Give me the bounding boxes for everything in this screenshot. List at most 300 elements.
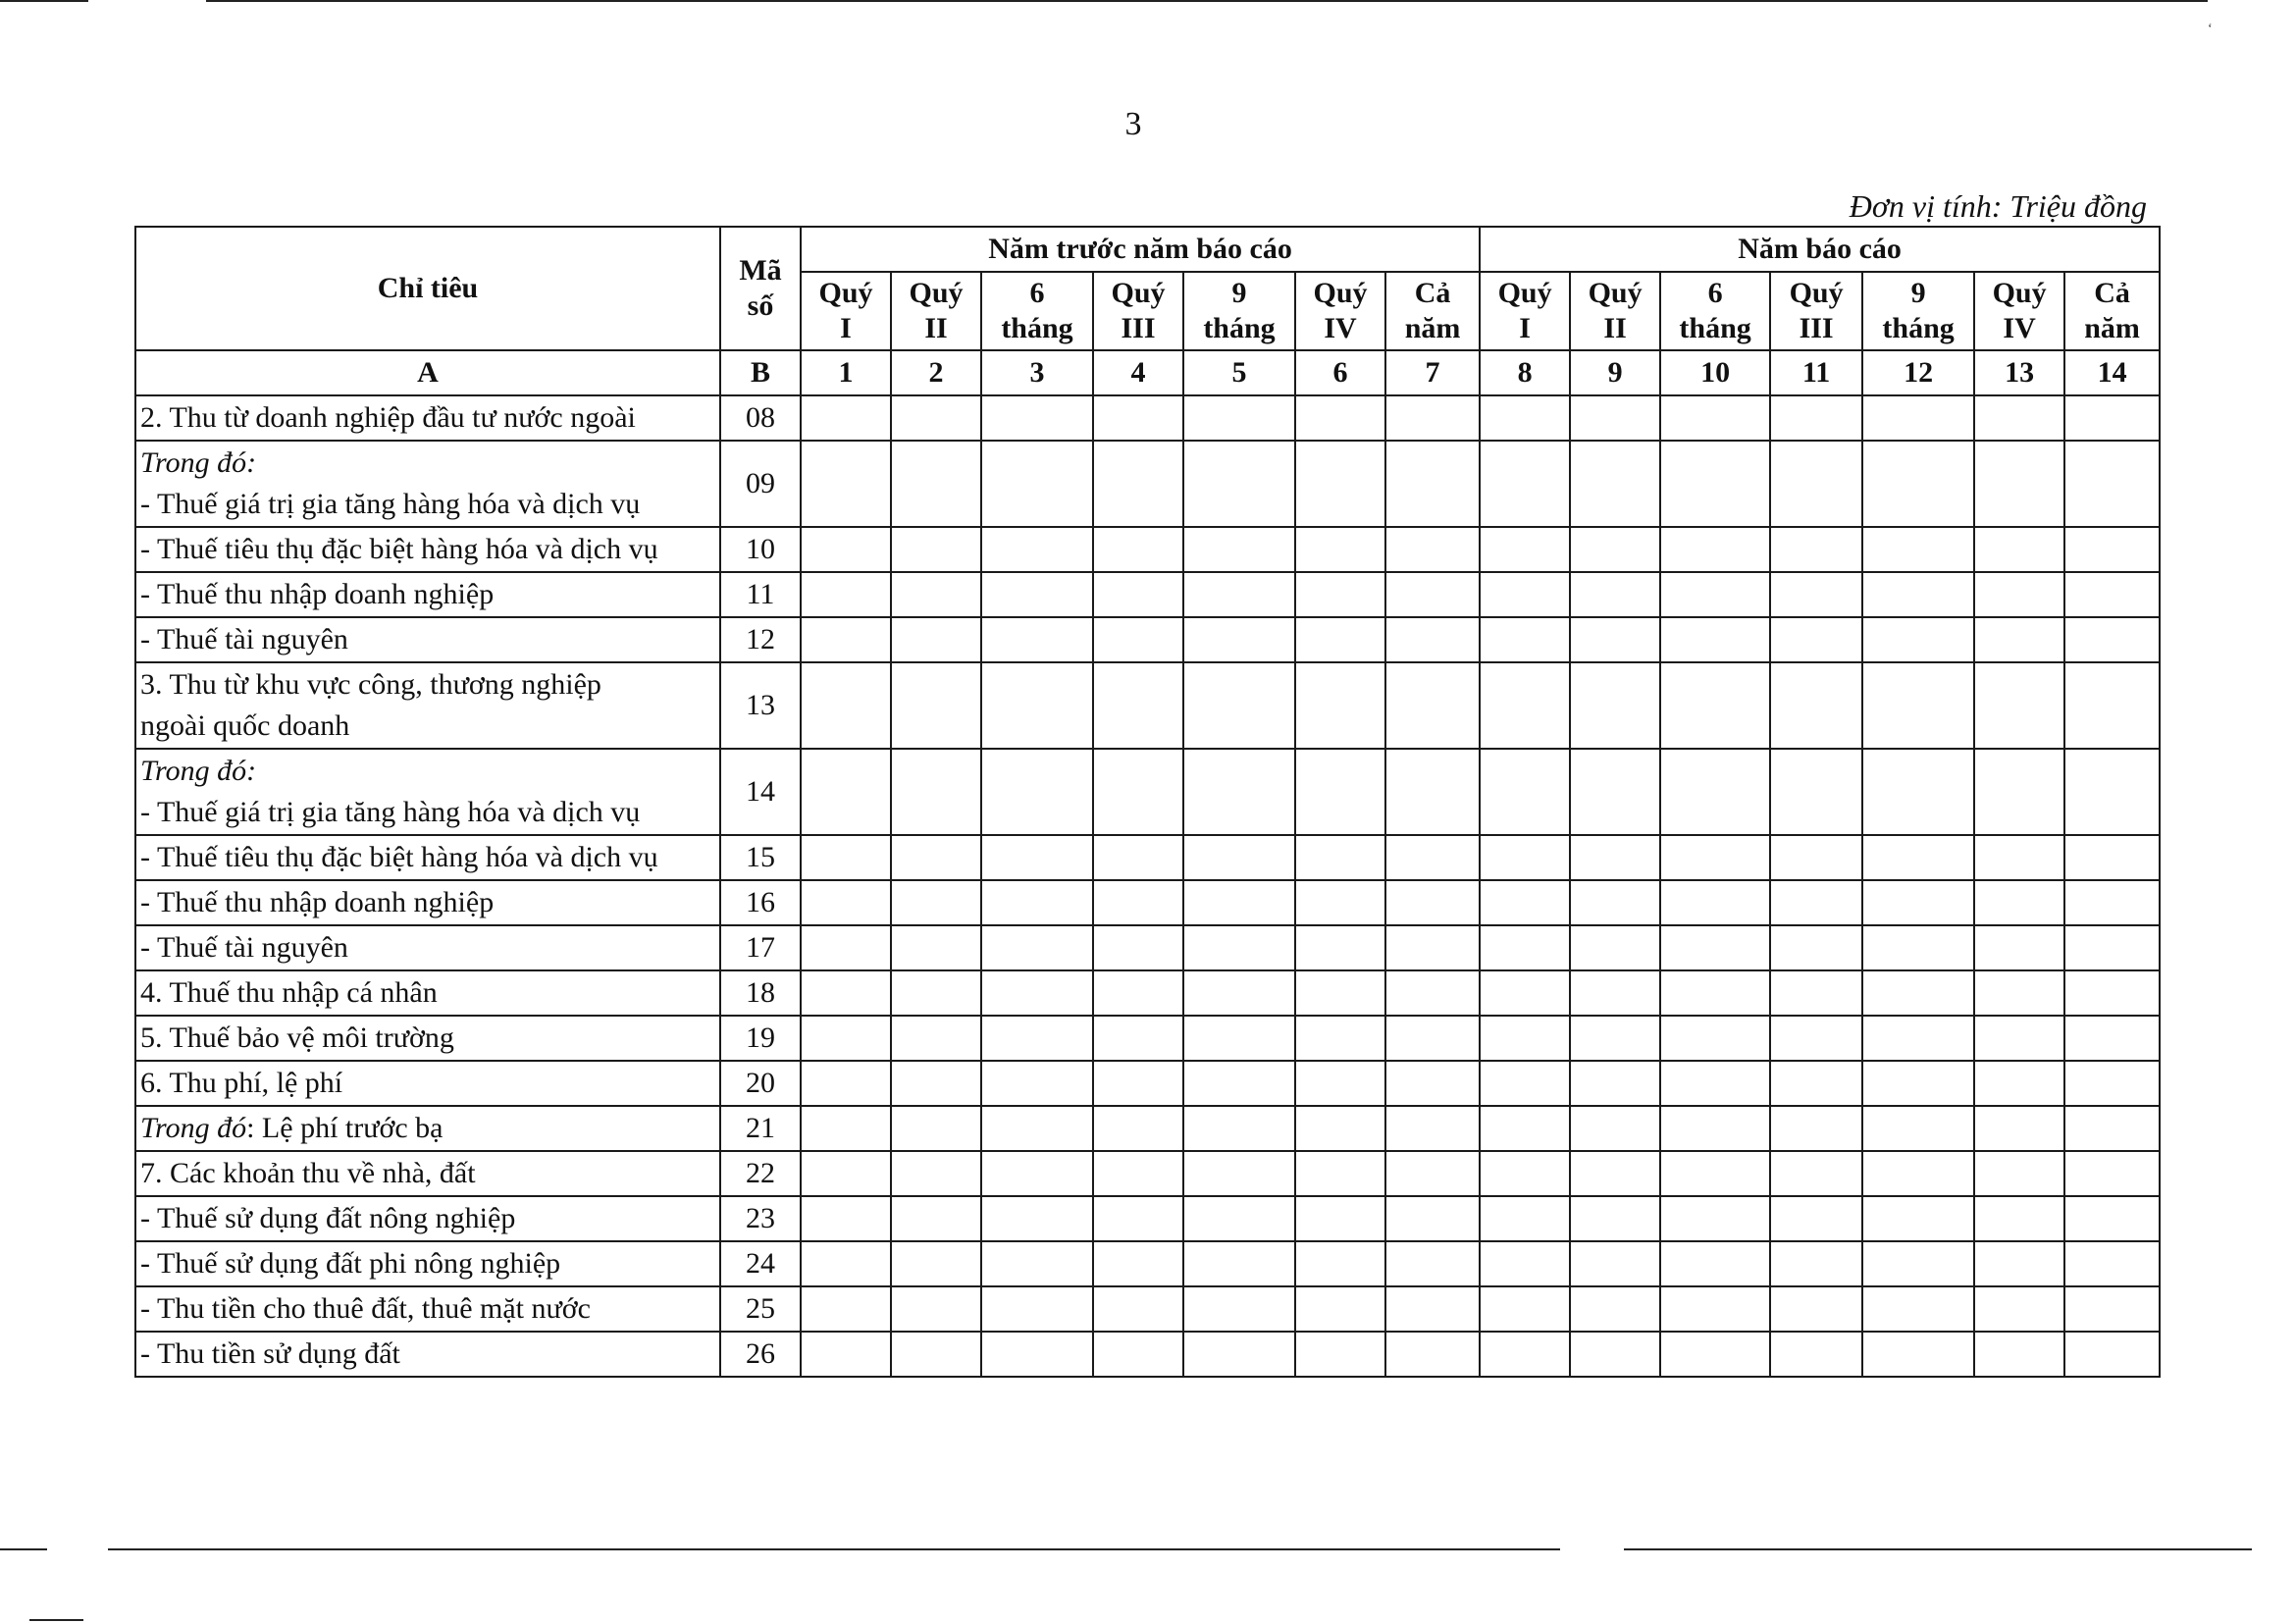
value-cell bbox=[1862, 1196, 1974, 1241]
header-period: Quý IV bbox=[1295, 272, 1385, 350]
value-cell bbox=[1570, 1286, 1660, 1332]
value-cell bbox=[1770, 925, 1862, 970]
value-cell bbox=[1183, 662, 1295, 749]
value-cell bbox=[2064, 749, 2160, 835]
value-cell bbox=[1093, 617, 1183, 662]
value-cell bbox=[1862, 925, 1974, 970]
value-cell bbox=[1385, 749, 1480, 835]
value-cell bbox=[1480, 441, 1570, 527]
value-cell bbox=[1570, 1196, 1660, 1241]
row-code: 24 bbox=[720, 1241, 801, 1286]
value-cell bbox=[1295, 1061, 1385, 1106]
value-cell bbox=[1862, 617, 1974, 662]
value-cell bbox=[1093, 1016, 1183, 1061]
value-cell bbox=[1974, 1106, 2064, 1151]
value-cell bbox=[1570, 441, 1660, 527]
value-cell bbox=[1570, 835, 1660, 880]
col-number: 4 bbox=[1093, 350, 1183, 395]
col-letter: B bbox=[720, 350, 801, 395]
value-cell bbox=[1093, 1286, 1183, 1332]
value-cell bbox=[1770, 617, 1862, 662]
value-cell bbox=[1770, 970, 1862, 1016]
header-period: Quý III bbox=[1770, 272, 1862, 350]
value-cell bbox=[1974, 1332, 2064, 1377]
row-indicator: - Thuế sử dụng đất phi nông nghiệp bbox=[135, 1241, 720, 1286]
value-cell bbox=[981, 1016, 1093, 1061]
row-indicator: - Thu tiền cho thuê đất, thuê mặt nước bbox=[135, 1286, 720, 1332]
value-cell bbox=[1480, 1061, 1570, 1106]
value-cell bbox=[1183, 1196, 1295, 1241]
value-cell bbox=[1570, 1151, 1660, 1196]
header-period: 9 tháng bbox=[1862, 272, 1974, 350]
value-cell bbox=[801, 1106, 891, 1151]
col-number: 3 bbox=[981, 350, 1093, 395]
header-period: 6 tháng bbox=[981, 272, 1093, 350]
value-cell bbox=[801, 1016, 891, 1061]
value-cell bbox=[2064, 617, 2160, 662]
value-cell bbox=[1295, 1196, 1385, 1241]
value-cell bbox=[1183, 880, 1295, 925]
value-cell bbox=[891, 925, 981, 970]
value-cell bbox=[1295, 1016, 1385, 1061]
value-cell bbox=[1480, 1286, 1570, 1332]
row-indicator: - Thuế thu nhập doanh nghiệp bbox=[135, 880, 720, 925]
value-cell bbox=[1660, 749, 1770, 835]
value-cell bbox=[891, 1196, 981, 1241]
value-cell bbox=[891, 1332, 981, 1377]
row-code: 14 bbox=[720, 749, 801, 835]
value-cell bbox=[1660, 835, 1770, 880]
value-cell bbox=[1570, 1106, 1660, 1151]
row-indicator: - Thuế tài nguyên bbox=[135, 925, 720, 970]
header-period: Quý II bbox=[1570, 272, 1660, 350]
value-cell bbox=[1660, 1151, 1770, 1196]
value-cell bbox=[2064, 1241, 2160, 1286]
value-cell bbox=[1862, 1286, 1974, 1332]
row-indicator: - Thuế tài nguyên bbox=[135, 617, 720, 662]
value-cell bbox=[1770, 395, 1862, 441]
value-cell bbox=[1093, 1106, 1183, 1151]
value-cell bbox=[2064, 925, 2160, 970]
row-indicator: Trong đó: - Thuế giá trị gia tăng hàng hóa và dịch vụ bbox=[135, 749, 720, 835]
row-indicator: - Thuế tiêu thụ đặc biệt hàng hóa và dịch vụ bbox=[135, 527, 720, 572]
value-cell bbox=[1974, 970, 2064, 1016]
value-cell bbox=[1183, 970, 1295, 1016]
value-cell bbox=[1862, 395, 1974, 441]
scan-footer-line bbox=[29, 1619, 83, 1621]
value-cell bbox=[1660, 617, 1770, 662]
table-row bbox=[135, 1151, 2160, 1196]
value-cell bbox=[1093, 441, 1183, 527]
col-number: 12 bbox=[1862, 350, 1974, 395]
value-cell bbox=[1183, 441, 1295, 527]
value-cell bbox=[801, 617, 891, 662]
value-cell bbox=[1770, 835, 1862, 880]
value-cell bbox=[1093, 970, 1183, 1016]
value-cell bbox=[981, 527, 1093, 572]
row-code: 19 bbox=[720, 1016, 801, 1061]
row-code: 26 bbox=[720, 1332, 801, 1377]
value-cell bbox=[1183, 1286, 1295, 1332]
row-code: 17 bbox=[720, 925, 801, 970]
value-cell bbox=[891, 1016, 981, 1061]
value-cell bbox=[2064, 1332, 2160, 1377]
value-cell bbox=[1385, 527, 1480, 572]
value-cell bbox=[801, 572, 891, 617]
table-row bbox=[135, 1196, 2160, 1241]
value-cell bbox=[1974, 572, 2064, 617]
value-cell bbox=[1480, 835, 1570, 880]
value-cell bbox=[1862, 1016, 1974, 1061]
value-cell bbox=[1660, 970, 1770, 1016]
value-cell bbox=[981, 1061, 1093, 1106]
value-cell bbox=[1295, 749, 1385, 835]
value-cell bbox=[1183, 527, 1295, 572]
table-row bbox=[135, 970, 2160, 1016]
row-indicator: - Thuế tiêu thụ đặc biệt hàng hóa và dịch vụ bbox=[135, 835, 720, 880]
value-cell bbox=[1770, 1286, 1862, 1332]
value-cell bbox=[1480, 395, 1570, 441]
value-cell bbox=[981, 1286, 1093, 1332]
value-cell bbox=[1570, 1061, 1660, 1106]
table-row bbox=[135, 1061, 2160, 1106]
table-row bbox=[135, 441, 2160, 527]
value-cell bbox=[801, 527, 891, 572]
value-cell bbox=[1093, 1061, 1183, 1106]
header-period: Cả năm bbox=[2064, 272, 2160, 350]
col-number: 1 bbox=[801, 350, 891, 395]
unit-label: Đơn vị tính: Triệu đồng bbox=[1849, 188, 2147, 224]
value-cell bbox=[1480, 1241, 1570, 1286]
value-cell bbox=[1183, 617, 1295, 662]
value-cell bbox=[1660, 1106, 1770, 1151]
value-cell bbox=[981, 572, 1093, 617]
value-cell bbox=[1093, 572, 1183, 617]
value-cell bbox=[2064, 527, 2160, 572]
value-cell bbox=[1183, 749, 1295, 835]
value-cell bbox=[1093, 749, 1183, 835]
value-cell bbox=[1385, 1016, 1480, 1061]
value-cell bbox=[2064, 395, 2160, 441]
value-cell bbox=[1183, 395, 1295, 441]
value-cell bbox=[801, 1286, 891, 1332]
value-cell bbox=[1570, 749, 1660, 835]
row-code: 11 bbox=[720, 572, 801, 617]
value-cell bbox=[891, 441, 981, 527]
value-cell bbox=[1570, 572, 1660, 617]
value-cell bbox=[981, 1332, 1093, 1377]
value-cell bbox=[891, 1106, 981, 1151]
value-cell bbox=[1974, 617, 2064, 662]
value-cell bbox=[1770, 662, 1862, 749]
page-number: 3 bbox=[1124, 106, 1142, 142]
value-cell bbox=[1974, 662, 2064, 749]
value-cell bbox=[1093, 1196, 1183, 1241]
value-cell bbox=[981, 1151, 1093, 1196]
value-cell bbox=[891, 880, 981, 925]
value-cell bbox=[891, 1061, 981, 1106]
table-row bbox=[135, 1332, 2160, 1377]
value-cell bbox=[981, 749, 1093, 835]
value-cell bbox=[1974, 1016, 2064, 1061]
header-period: Cả năm bbox=[1385, 272, 1480, 350]
value-cell bbox=[801, 1241, 891, 1286]
value-cell bbox=[1974, 1286, 2064, 1332]
value-cell bbox=[1660, 441, 1770, 527]
table-row bbox=[135, 1106, 2160, 1151]
table-row bbox=[135, 749, 2160, 835]
value-cell bbox=[1385, 1106, 1480, 1151]
value-cell bbox=[1385, 1151, 1480, 1196]
header-period: Quý I bbox=[801, 272, 891, 350]
table-row bbox=[135, 527, 2160, 572]
value-cell bbox=[1295, 880, 1385, 925]
header-period: Quý II bbox=[891, 272, 981, 350]
value-cell bbox=[1570, 1241, 1660, 1286]
value-cell bbox=[1570, 970, 1660, 1016]
value-cell bbox=[1770, 1106, 1862, 1151]
value-cell bbox=[1770, 572, 1862, 617]
value-cell bbox=[1093, 880, 1183, 925]
value-cell bbox=[1660, 1016, 1770, 1061]
value-cell bbox=[1862, 970, 1974, 1016]
col-number: 2 bbox=[891, 350, 981, 395]
value-cell bbox=[1093, 1241, 1183, 1286]
value-cell bbox=[1093, 1332, 1183, 1377]
header-period: Quý III bbox=[1093, 272, 1183, 350]
value-cell bbox=[891, 395, 981, 441]
value-cell bbox=[1862, 527, 1974, 572]
value-cell bbox=[1295, 1286, 1385, 1332]
header-period: Quý I bbox=[1480, 272, 1570, 350]
value-cell bbox=[1660, 572, 1770, 617]
row-code: 21 bbox=[720, 1106, 801, 1151]
value-cell bbox=[1770, 880, 1862, 925]
value-cell bbox=[801, 662, 891, 749]
value-cell bbox=[1295, 441, 1385, 527]
value-cell bbox=[1385, 970, 1480, 1016]
header-group-report-year: Năm báo cáo bbox=[1480, 227, 2160, 272]
value-cell bbox=[891, 662, 981, 749]
value-cell bbox=[1183, 835, 1295, 880]
col-number: 5 bbox=[1183, 350, 1295, 395]
value-cell bbox=[1974, 1196, 2064, 1241]
value-cell bbox=[1480, 925, 1570, 970]
value-cell bbox=[1295, 395, 1385, 441]
value-cell bbox=[1570, 1016, 1660, 1061]
value-cell bbox=[1974, 441, 2064, 527]
row-code: 15 bbox=[720, 835, 801, 880]
table-row bbox=[135, 835, 2160, 880]
row-code: 16 bbox=[720, 880, 801, 925]
value-cell bbox=[1570, 617, 1660, 662]
value-cell bbox=[1862, 1106, 1974, 1151]
value-cell bbox=[1570, 925, 1660, 970]
value-cell bbox=[1385, 395, 1480, 441]
value-cell bbox=[1480, 527, 1570, 572]
table-row bbox=[135, 572, 2160, 617]
value-cell bbox=[1862, 662, 1974, 749]
scan-bottom-line-right bbox=[1624, 1548, 2252, 1550]
value-cell bbox=[1295, 1106, 1385, 1151]
table-row bbox=[135, 1286, 2160, 1332]
table-row bbox=[135, 1241, 2160, 1286]
value-cell bbox=[1480, 1151, 1570, 1196]
value-cell bbox=[801, 880, 891, 925]
value-cell bbox=[891, 1151, 981, 1196]
value-cell bbox=[2064, 1061, 2160, 1106]
value-cell bbox=[1660, 880, 1770, 925]
value-cell bbox=[1570, 395, 1660, 441]
value-cell bbox=[2064, 1286, 2160, 1332]
value-cell bbox=[1974, 527, 2064, 572]
header-code: Mã số bbox=[720, 227, 801, 350]
header-period: 6 tháng bbox=[1660, 272, 1770, 350]
value-cell bbox=[1385, 1332, 1480, 1377]
value-cell bbox=[1295, 1151, 1385, 1196]
value-cell bbox=[1183, 1332, 1295, 1377]
value-cell bbox=[1974, 880, 2064, 925]
row-indicator: Trong đó: Lệ phí trước bạ bbox=[135, 1106, 720, 1151]
value-cell bbox=[1093, 925, 1183, 970]
value-cell bbox=[981, 662, 1093, 749]
value-cell bbox=[1183, 1016, 1295, 1061]
value-cell bbox=[1480, 662, 1570, 749]
value-cell bbox=[801, 1196, 891, 1241]
value-cell bbox=[1570, 1332, 1660, 1377]
row-indicator: Trong đó: - Thuế giá trị gia tăng hàng hóa và dịch vụ bbox=[135, 441, 720, 527]
row-code: 18 bbox=[720, 970, 801, 1016]
table-row bbox=[135, 880, 2160, 925]
report-table bbox=[134, 226, 2161, 1378]
value-cell bbox=[1570, 662, 1660, 749]
value-cell bbox=[1385, 880, 1480, 925]
row-code: 13 bbox=[720, 662, 801, 749]
value-cell bbox=[1385, 1061, 1480, 1106]
value-cell bbox=[1862, 572, 1974, 617]
row-indicator: - Thuế thu nhập doanh nghiệp bbox=[135, 572, 720, 617]
value-cell bbox=[1385, 1286, 1480, 1332]
row-code: 12 bbox=[720, 617, 801, 662]
value-cell bbox=[1660, 1332, 1770, 1377]
value-cell bbox=[1974, 835, 2064, 880]
value-cell bbox=[891, 749, 981, 835]
value-cell bbox=[801, 835, 891, 880]
value-cell bbox=[981, 880, 1093, 925]
value-cell bbox=[2064, 1106, 2160, 1151]
row-indicator: 2. Thu từ doanh nghiệp đầu tư nước ngoài bbox=[135, 395, 720, 441]
value-cell bbox=[1770, 1151, 1862, 1196]
value-cell bbox=[1295, 1332, 1385, 1377]
value-cell bbox=[1183, 1241, 1295, 1286]
value-cell bbox=[1862, 1151, 1974, 1196]
value-cell bbox=[801, 1151, 891, 1196]
value-cell bbox=[1295, 835, 1385, 880]
value-cell bbox=[981, 617, 1093, 662]
value-cell bbox=[1862, 1241, 1974, 1286]
value-cell bbox=[2064, 662, 2160, 749]
value-cell bbox=[891, 970, 981, 1016]
value-cell bbox=[1480, 1196, 1570, 1241]
value-cell bbox=[1480, 617, 1570, 662]
value-cell bbox=[1385, 441, 1480, 527]
col-number: 14 bbox=[2064, 350, 2160, 395]
value-cell bbox=[981, 970, 1093, 1016]
col-number: 13 bbox=[1974, 350, 2064, 395]
row-code: 09 bbox=[720, 441, 801, 527]
value-cell bbox=[1183, 1106, 1295, 1151]
value-cell bbox=[981, 395, 1093, 441]
value-cell bbox=[801, 1061, 891, 1106]
header-indicator: Chỉ tiêu bbox=[135, 227, 720, 350]
value-cell bbox=[1770, 1196, 1862, 1241]
value-cell bbox=[891, 1286, 981, 1332]
value-cell bbox=[1480, 1016, 1570, 1061]
scan-mark: ‘ bbox=[2208, 22, 2213, 36]
value-cell bbox=[1974, 1061, 2064, 1106]
value-cell bbox=[801, 970, 891, 1016]
value-cell bbox=[1093, 395, 1183, 441]
value-cell bbox=[1295, 1241, 1385, 1286]
row-code: 20 bbox=[720, 1061, 801, 1106]
value-cell bbox=[1862, 441, 1974, 527]
value-cell bbox=[1660, 1061, 1770, 1106]
value-cell bbox=[2064, 835, 2160, 880]
value-cell bbox=[1480, 572, 1570, 617]
value-cell bbox=[2064, 572, 2160, 617]
value-cell bbox=[2064, 970, 2160, 1016]
header-group-previous-year: Năm trước năm báo cáo bbox=[801, 227, 1480, 272]
value-cell bbox=[1862, 1061, 1974, 1106]
row-indicator: 4. Thuế thu nhập cá nhân bbox=[135, 970, 720, 1016]
value-cell bbox=[891, 1241, 981, 1286]
value-cell bbox=[1862, 749, 1974, 835]
value-cell bbox=[1385, 662, 1480, 749]
value-cell bbox=[1660, 527, 1770, 572]
value-cell bbox=[1862, 1332, 1974, 1377]
value-cell bbox=[891, 572, 981, 617]
value-cell bbox=[1480, 749, 1570, 835]
value-cell bbox=[891, 527, 981, 572]
value-cell bbox=[1295, 970, 1385, 1016]
value-cell bbox=[891, 835, 981, 880]
value-cell bbox=[1660, 925, 1770, 970]
value-cell bbox=[1093, 835, 1183, 880]
value-cell bbox=[2064, 441, 2160, 527]
row-code: 10 bbox=[720, 527, 801, 572]
row-code: 22 bbox=[720, 1151, 801, 1196]
row-indicator: 6. Thu phí, lệ phí bbox=[135, 1061, 720, 1106]
value-cell bbox=[981, 441, 1093, 527]
col-number: 11 bbox=[1770, 350, 1862, 395]
table-row bbox=[135, 925, 2160, 970]
value-cell bbox=[1660, 1286, 1770, 1332]
value-cell bbox=[1770, 1016, 1862, 1061]
value-cell bbox=[2064, 880, 2160, 925]
col-number: 10 bbox=[1660, 350, 1770, 395]
value-cell bbox=[1480, 1106, 1570, 1151]
value-cell bbox=[981, 835, 1093, 880]
value-cell bbox=[1974, 1151, 2064, 1196]
value-cell bbox=[2064, 1016, 2160, 1061]
value-cell bbox=[1295, 925, 1385, 970]
value-cell bbox=[1770, 441, 1862, 527]
value-cell bbox=[1660, 1196, 1770, 1241]
value-cell bbox=[981, 1196, 1093, 1241]
value-cell bbox=[1974, 395, 2064, 441]
table-row bbox=[135, 1016, 2160, 1061]
value-cell bbox=[1093, 527, 1183, 572]
